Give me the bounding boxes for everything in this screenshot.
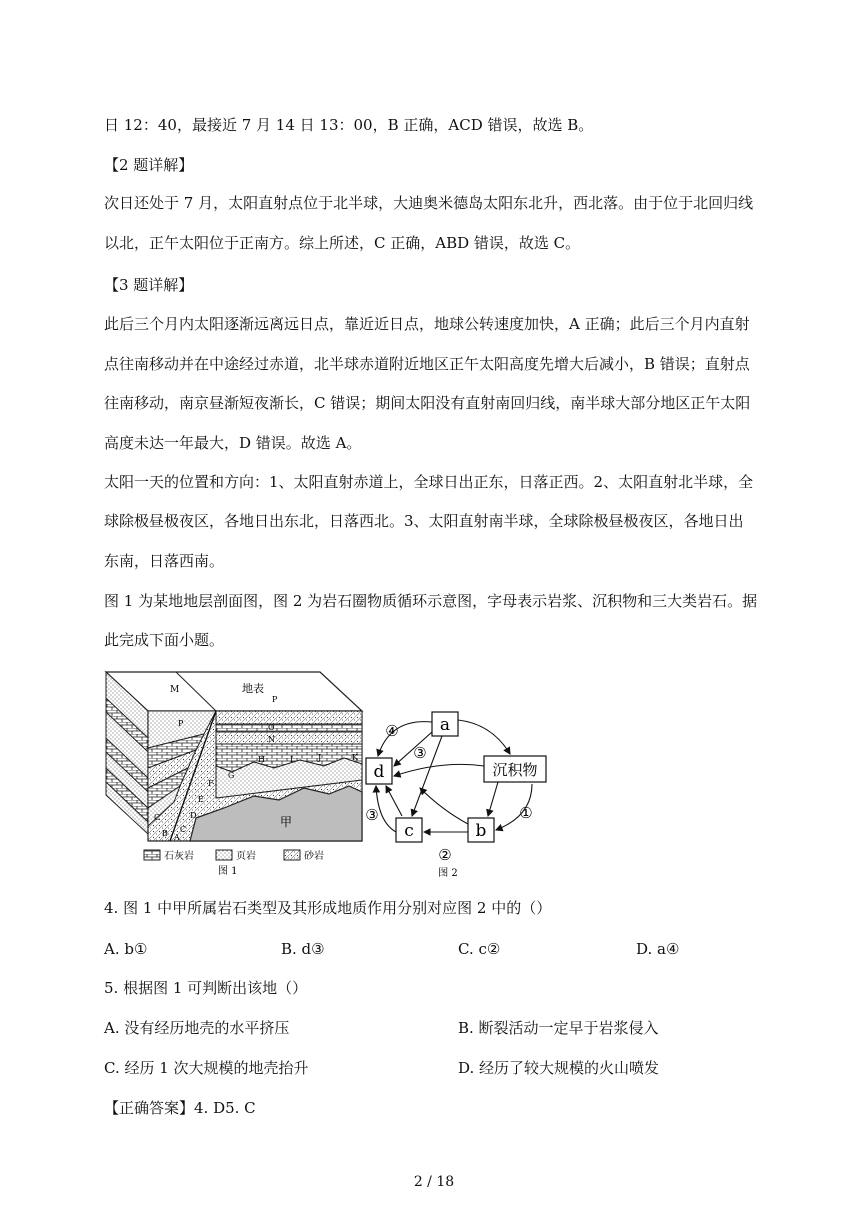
- layer-label-i: I: [290, 755, 294, 764]
- answer-line: 【正确答案】4. D5. C: [104, 1099, 256, 1117]
- legend-sandstone: 砂岩: [304, 851, 324, 862]
- layer-label-p: P: [272, 695, 278, 704]
- layer-label-m: M: [170, 685, 180, 695]
- legend-limestone: 石灰岩: [164, 851, 194, 862]
- paragraph-line: 太阳一天的位置和方向：1、太阳直射赤道上，全球日出正东，日落正西。2、太阳直射北半球，全: [104, 473, 754, 491]
- layer-label-k: K: [352, 753, 358, 762]
- layer-label-e: E: [198, 795, 204, 804]
- figure-1-caption: 图 1: [218, 866, 238, 877]
- arrow-label-3: ③: [413, 744, 427, 762]
- node-a-label: a: [439, 715, 451, 735]
- q4-option-c: C. c②: [458, 940, 501, 958]
- layer-label-p: P: [178, 719, 184, 728]
- arrow-label-4: ④: [385, 722, 399, 740]
- paragraph-line: 此后三个月内太阳逐渐远离远日点，靠近近日点，地球公转速度加快，A 正确；此后三个月内直射: [104, 315, 750, 333]
- q5-option-d: D. 经历了较大规模的火山喷发: [458, 1059, 660, 1077]
- legend-swatch-sandstone: [284, 850, 300, 860]
- section-heading: 【3 题详解】: [104, 276, 194, 294]
- paragraph-line: 点往南移动并在中途经过赤道，北半球赤道附近地区正午太阳高度先增大后减小，B 错误；直射点: [104, 355, 750, 373]
- page-number: 2 / 18: [413, 1174, 455, 1190]
- legend-swatch-shale: [216, 850, 232, 860]
- q5-option-b: B. 断裂活动一定早于岩浆侵入: [458, 1019, 659, 1037]
- surface-label: 地表: [242, 682, 264, 695]
- node-d-label: d: [373, 762, 385, 782]
- layer-label-g: G: [228, 771, 235, 780]
- arrow-label-3: ③: [365, 806, 379, 824]
- paragraph-line: 图 1 为某地地层剖面图，图 2 为岩石圈物质循环示意图，字母表示岩浆、沉积物和三大类岩石。据: [104, 592, 758, 610]
- layer-label-a: A: [174, 833, 180, 842]
- paragraph-line: 球除极昼极夜区，各地日出东北，日落西北。3、太阳直射南半球，全球除极昼极夜区，各地日出: [104, 512, 744, 530]
- q5-option-c: C. 经历 1 次大规模的地壳抬升: [104, 1059, 309, 1077]
- figure-2-caption: 图 2: [438, 868, 458, 878]
- section-heading: 【2 题详解】: [104, 156, 194, 174]
- figure-2-rock-cycle: [362, 706, 558, 878]
- layer-label-o: O: [268, 723, 275, 732]
- node-c-label: c: [404, 821, 414, 841]
- layer-label-f: F: [208, 779, 214, 788]
- layer-label-n: N: [268, 735, 275, 744]
- paragraph-line: 次日还处于 7 月，太阳直射点位于北半球，大迪奥米德岛太阳东北升，西北落。由于位于北回归线: [104, 194, 754, 212]
- layer-label-h: H: [258, 755, 265, 764]
- intrusion-label: 甲: [280, 815, 293, 829]
- q4-option-b: B. d③: [281, 940, 325, 958]
- paragraph-line: 以北，正午太阳位于正南方。综上所述，C 正确，ABD 错误，故选 C。: [104, 234, 581, 252]
- layer-label-c: C: [180, 825, 187, 834]
- paragraph-line: 日 12：40，最接近 7 月 14 日 13：00，B 正确，ACD 错误，故选 B。: [104, 116, 594, 134]
- q4-option-a: A. b①: [104, 940, 148, 958]
- paragraph-line: 高度未达一年最大，D 错误。故选 A。: [104, 434, 362, 452]
- layer-label-d: D: [190, 811, 197, 820]
- question-5-stem: 5. 根据图 1 可判断出该地（）: [104, 979, 308, 997]
- layer-label-b: B: [162, 829, 168, 838]
- paragraph-line: 往南移动，南京昼渐短夜渐长，C 错误；期间太阳没有直射南回归线，南半球大部分地区正午太阳: [104, 394, 751, 412]
- layer-label-c: C: [154, 813, 161, 822]
- arrow-label-2: ②: [438, 846, 452, 864]
- question-4-stem: 4. 图 1 中甲所属岩石类型及其形成地质作用分别对应图 2 中的（）: [104, 899, 552, 917]
- legend-swatch-limestone: [144, 850, 160, 860]
- node-b-label: b: [475, 821, 487, 841]
- paragraph-line: 东南，日落西南。: [104, 552, 225, 570]
- arrow-label-1: ①: [519, 804, 533, 822]
- q5-option-a: A. 没有经历地壳的水平挤压: [104, 1019, 290, 1037]
- layer-label-j: J: [318, 753, 322, 762]
- paragraph-line: 此完成下面小题。: [104, 631, 225, 649]
- figure-1-strata-section: [104, 668, 366, 878]
- legend-shale: 页岩: [236, 851, 256, 862]
- node-sediment-label: 沉积物: [492, 761, 538, 779]
- q4-option-d: D. a④: [636, 940, 680, 958]
